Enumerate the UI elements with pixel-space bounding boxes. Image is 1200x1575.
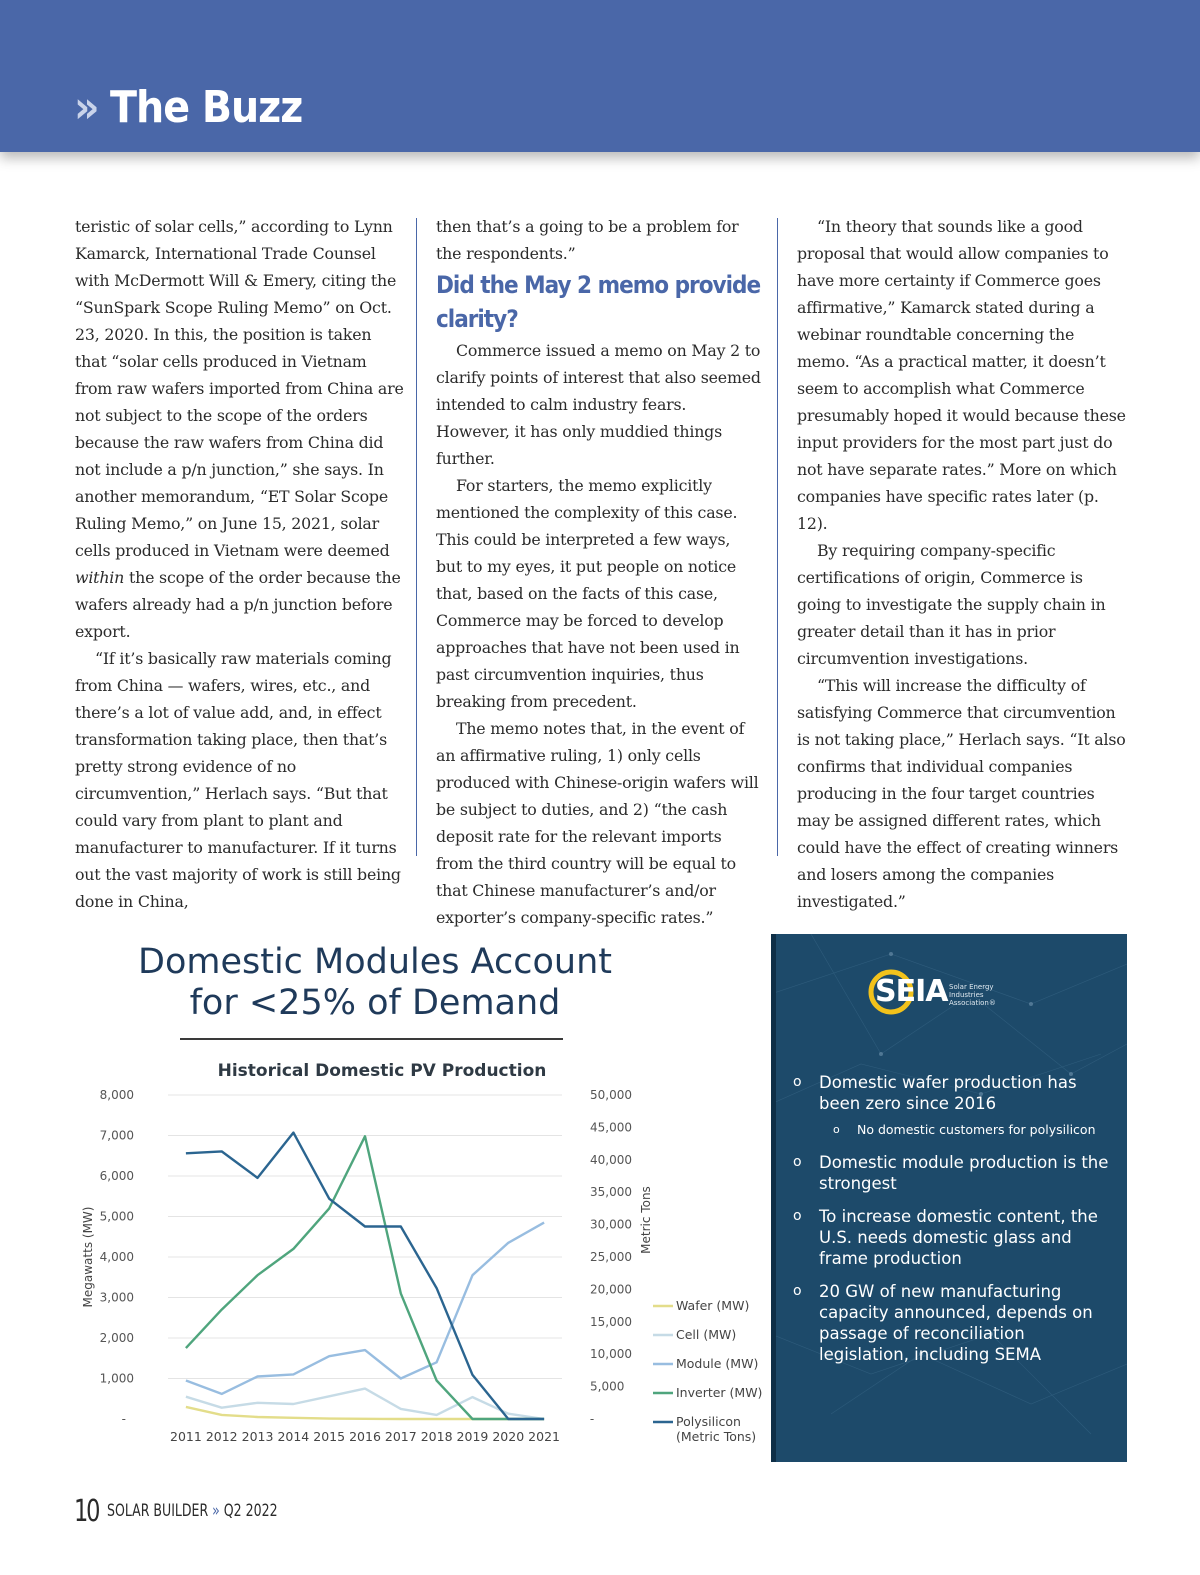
x-tick-label: 2021 [528, 1429, 560, 1444]
legend-label: (Metric Tons) [676, 1429, 757, 1444]
bullet-icon: o [793, 1074, 802, 1090]
y-tick-label: 7,000 [99, 1128, 134, 1143]
issue-label: Q2 2022 [223, 1501, 278, 1521]
y2-tick-label: 30,000 [590, 1217, 632, 1232]
y2-tick-label: 45,000 [590, 1120, 632, 1135]
page-number: 10 [74, 1494, 99, 1529]
chevron-icon: » [212, 1501, 220, 1521]
x-tick-label: 2015 [313, 1429, 346, 1444]
seia-logo-subtitle: Solar Energy Industries Association® [949, 983, 996, 1007]
subheading: Did the May 2 memo provide clarity? [436, 271, 761, 333]
seia-logo [867, 968, 948, 1016]
legend-label: Module (MW) [676, 1356, 759, 1371]
seia-logo-text: SEIA [875, 974, 948, 1009]
y-tick-label: 5,000 [99, 1209, 134, 1224]
column-divider [416, 218, 417, 856]
bullet-icon: o [793, 1208, 802, 1224]
bullet-item: o To increase domestic content, the U.S. needs domestic glass and frame production [793, 1207, 1098, 1268]
bullet-item: o Domestic wafer production has been zero since 2016 [793, 1073, 1077, 1113]
y-tick-label: - [121, 1412, 126, 1426]
figure-title-rule [180, 1038, 563, 1040]
section-title: The Buzz [110, 82, 303, 133]
x-tick-label: 2016 [349, 1429, 381, 1444]
column-divider [777, 218, 778, 856]
article-paragraph: By requiring company-specific certifications of origin, Commerce is going to investigate the supply chain in greater detail than it has in prior circumvention investigations. [797, 541, 1106, 668]
series-line [186, 1407, 544, 1419]
x-tick-label: 2014 [277, 1429, 310, 1444]
article-paragraph: “In theory that sounds like a good proposal that would allow companies to have more certainty if Commerce goes affirmative,” Kamarck stated during a webinar roundtable concerning the memo. “As a practical matter, it doesn’t seem to accomplish what Commerce presumably hoped it would because these input providers for the most part just do not have separate rates.” More on which companies have specific rates later (p. 12). [797, 217, 1126, 533]
x-tick-label: 2018 [420, 1429, 453, 1444]
legend-label: Inverter (MW) [676, 1385, 763, 1400]
bullet-icon: o [833, 1123, 840, 1136]
bullet-icon: o [793, 1283, 802, 1299]
y2-tick-label: 10,000 [590, 1347, 632, 1362]
legend-label: Wafer (MW) [676, 1298, 750, 1313]
section-header-banner [0, 0, 1200, 152]
figure-title: Domestic Modules Account for <25% of Demand [138, 942, 612, 1023]
y2-tick-label: 5,000 [590, 1379, 625, 1394]
seia-info-panel [771, 934, 1127, 1462]
chevron-icon: » [74, 82, 94, 133]
chart-title: Historical Domestic PV Production [217, 1061, 547, 1081]
series-line [186, 1223, 544, 1394]
article-column-3 [797, 213, 1127, 915]
footer-publication [107, 1501, 278, 1521]
bullet-icon: o [793, 1154, 802, 1170]
y2-tick-label: - [589, 1412, 595, 1426]
y-tick-label: 4,000 [99, 1250, 134, 1264]
y2-tick-label: 35,000 [590, 1185, 632, 1200]
x-tick-label: 2020 [492, 1429, 525, 1444]
article-paragraph: then that’s a going to be a problem for the respondents.” [436, 217, 739, 263]
seia-bullet-list [793, 1072, 1113, 1377]
y2-tick-label: 25,000 [590, 1250, 632, 1264]
x-tick-label: 2012 [205, 1429, 238, 1444]
y-tick-label: 8,000 [99, 1088, 134, 1102]
x-tick-label: 2017 [384, 1429, 417, 1444]
x-tick-label: 2019 [456, 1429, 489, 1444]
article-paragraph: The memo notes that, in the event of an affirmative ruling, 1) only cells produced with Chinese-origin wafers will be subject to duties, and 2) “the cash deposit rate for the relevant imports from the third country will be equal to that Chinese manufacturer’s and/or exporter’s company-specific rates.” [436, 719, 759, 927]
x-tick-label: 2011 [170, 1429, 202, 1444]
article-paragraph: “This will increase the difficulty of satisfying Commerce that circumvention is not taking place,” Herlach says. “It also confirms that individual companies producing in the four target countries may be assigned different rates, which could have the effect of creating winners and losers among the companies investigated.” [797, 676, 1126, 911]
article-column-2 [436, 213, 761, 931]
sub-bullet-item: o No domestic customers for polysilicon [833, 1122, 1096, 1137]
legend-label: Polysilicon [676, 1414, 741, 1429]
article-paragraph: Commerce issued a memo on May 2 to clarify points of interest that also seemed intended to calm industry fears. However, it has only muddied things further. [436, 341, 761, 468]
bullet-item: o Domestic module production is the strongest [793, 1153, 1109, 1193]
series-line [186, 1136, 544, 1419]
bullet-item: o 20 GW of new manufacturing capacity announced, depends on passage of reconciliation legislation, including SEMA [793, 1282, 1093, 1364]
series-line [186, 1389, 544, 1419]
y-tick-label: 2,000 [99, 1331, 134, 1345]
article-column-1 [75, 213, 405, 915]
y-axis-label: Megawatts (MW) [81, 1206, 95, 1308]
y2-tick-label: 15,000 [590, 1314, 632, 1329]
y-tick-label: 1,000 [99, 1371, 134, 1386]
y-tick-label: 6,000 [99, 1169, 134, 1183]
y2-tick-label: 50,000 [590, 1088, 632, 1102]
pv-production-chart [76, 1050, 766, 1450]
article-paragraph: teristic of solar cells,” according to Lynn Kamarck, International Trade Counsel with McDermott Will & Emery, citing the “SunSpark Scope Ruling Memo” on Oct. 23, 2020. In this, the position is taken that “solar cells produced in Vietnam from raw wafers imported from China are not subject to the scope of the orders because the raw wafers from China did not include a p/n junction,” she says. In another memorandum, “ET Solar Scope Ruling Memo,” on June 15, 2021, solar cells produced in Vietnam were deemed within the scope of the order because the wafers already had a p/n junction before export. [75, 217, 404, 641]
y2-axis-label: Metric Tons [639, 1186, 653, 1254]
x-tick-label: 2013 [241, 1429, 274, 1444]
y-tick-label: 3,000 [99, 1290, 134, 1305]
article-paragraph: “If it’s basically raw materials coming from China — wafers, wires, etc., and there’s a lot of value add, and, in effect transformation taking place, then that’s pretty strong evidence of no circumvention,” Herlach says. “But that could vary from plant to plant and manufacturer to manufacturer. If it turns out the vast majority of work is still being done in China, [75, 649, 401, 911]
article-paragraph: For starters, the memo explicitly mentioned the complexity of this case. This could be interpreted a few ways, but to my eyes, it put people on notice that, based on the facts of this case, Commerce may be forced to develop approaches that have not been used in past circumvention inquiries, thus breaking from precedent. [436, 476, 740, 711]
y2-tick-label: 20,000 [590, 1282, 632, 1297]
y2-tick-label: 40,000 [590, 1152, 632, 1167]
panel-edge [771, 934, 776, 1462]
publication-name: SOLAR BUILDER [107, 1501, 209, 1521]
legend-label: Cell (MW) [676, 1327, 737, 1342]
